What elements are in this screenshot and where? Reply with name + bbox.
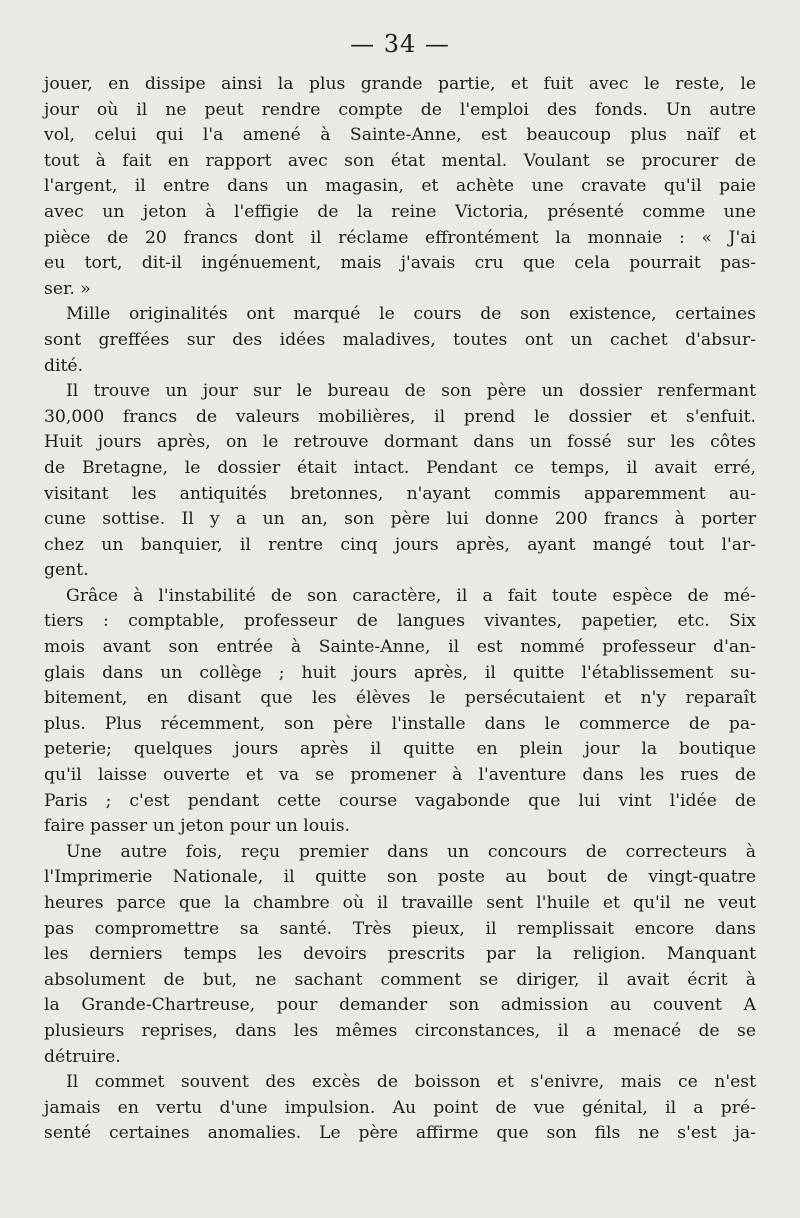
text-line: jouer, en dissipe ainsi la plus grande partie, et fuit avec le reste, le bbox=[44, 74, 756, 94]
text-line: les derniers temps les devoirs prescrits par la religion. Manquant bbox=[44, 944, 756, 965]
text-line: chez un banquier, il rentre cinq jours après, ayant mangé tout l'ar- bbox=[44, 534, 756, 555]
text-line: tiers : comptable, professeur de langues vivantes, papetier, etc. Six bbox=[44, 611, 756, 632]
text-line: tout à fait en rapport avec son état mental. Voulant se procurer de bbox=[44, 150, 756, 171]
paragraph bbox=[44, 72, 756, 302]
text-line: l'argent, il entre dans un magasin, et achète une cravate qu'il paie bbox=[44, 176, 756, 197]
text-line: glais dans un collège ; huit jours après, il quitte l'établissement su- bbox=[44, 662, 756, 683]
paragraph bbox=[44, 302, 756, 379]
text-line: Il trouve un jour sur le bureau de son père un dossier renfermant bbox=[66, 381, 756, 402]
text-line: pièce de 20 francs dont il réclame effrontément la monnaie : « J'ai bbox=[44, 227, 756, 248]
text-line: Il commet souvent des excès de boisson et s'enivre, mais ce n'est bbox=[66, 1072, 756, 1093]
text-line: Mille originalités ont marqué le cours de son existence, certaines bbox=[66, 304, 756, 325]
text-line: la Grande-Chartreuse, pour demander son admission au couvent A bbox=[44, 995, 756, 1016]
paragraph bbox=[44, 379, 756, 584]
text-line: avec un jeton à l'effigie de la reine Victoria, présenté comme une bbox=[44, 201, 756, 222]
text-line: pas compromettre sa santé. Très pieux, il remplissait encore dans bbox=[44, 918, 756, 939]
text-line: jour où il ne peut rendre compte de l'emploi des fonds. Un autre bbox=[44, 99, 756, 120]
text-line: détruire. bbox=[44, 1046, 121, 1067]
paragraph bbox=[44, 1070, 756, 1147]
text-line: senté certaines anomalies. Le père affirme que son fils ne s'est ja- bbox=[44, 1123, 756, 1144]
text-line: eu tort, dit-il ingénuement, mais j'avais cru que cela pourrait pas- bbox=[44, 253, 756, 274]
text-line: ser. » bbox=[44, 278, 91, 299]
text-line: 30,000 francs de valeurs mobilières, il prend le dossier et s'enfuit. bbox=[44, 406, 756, 427]
text-line: sont greffées sur des idées maladives, toutes ont un cachet d'absur- bbox=[44, 329, 756, 350]
text-line: mois avant son entrée à Sainte-Anne, il est nommé professeur d'an- bbox=[44, 637, 756, 658]
text-line: jamais en vertu d'une impulsion. Au point de vue génital, il a pré- bbox=[44, 1097, 756, 1118]
text-line: l'Imprimerie Nationale, il quitte son poste au bout de vingt-quatre bbox=[44, 867, 756, 888]
paragraph bbox=[44, 840, 756, 1070]
text-line: absolument de but, ne sachant comment se diriger, il avait écrit à bbox=[44, 969, 756, 990]
text-line: faire passer un jeton pour un louis. bbox=[44, 816, 350, 837]
body-text bbox=[44, 72, 756, 1147]
page-number: — 34 — bbox=[350, 30, 450, 58]
text-line: Une autre fois, reçu premier dans un concours de correcteurs à bbox=[66, 841, 756, 862]
text-line: plus. Plus récemment, son père l'installe dans le commerce de pa- bbox=[44, 713, 756, 734]
text-line: de Bretagne, le dossier était intact. Pendant ce temps, il avait erré, bbox=[44, 457, 756, 478]
text-line: Paris ; c'est pendant cette course vagabonde que lui vint l'idée de bbox=[44, 790, 756, 811]
text-line: vol, celui qui l'a amené à Sainte-Anne, est beaucoup plus naïf et bbox=[44, 125, 756, 146]
text-line: gent. bbox=[44, 560, 89, 581]
text-line: plusieurs reprises, dans les mêmes circonstances, il a menacé de se bbox=[44, 1020, 756, 1041]
text-line: bitement, en disant que les élèves le persécutaient et n'y reparaît bbox=[44, 688, 756, 709]
text-line: peterie; quelques jours après il quitte en plein jour la boutique bbox=[44, 739, 756, 760]
paragraph bbox=[44, 584, 756, 840]
text-line: dité. bbox=[44, 355, 84, 376]
text-line: Grâce à l'instabilité de son caractère, il a fait toute espèce de mé- bbox=[66, 585, 756, 606]
text-line: qu'il laisse ouverte et va se promener à l'aventure dans les rues de bbox=[44, 765, 756, 786]
text-line: visitant les antiquités bretonnes, n'ayant commis apparemment au- bbox=[44, 483, 756, 504]
text-line: heures parce que la chambre où il travaille sent l'huile et qu'il ne veut bbox=[44, 893, 756, 913]
text-line: cune sottise. Il y a un an, son père lui donne 200 francs à porter bbox=[44, 509, 756, 530]
text-line: Huit jours après, on le retrouve dormant dans un fossé sur les côtes bbox=[44, 432, 756, 453]
